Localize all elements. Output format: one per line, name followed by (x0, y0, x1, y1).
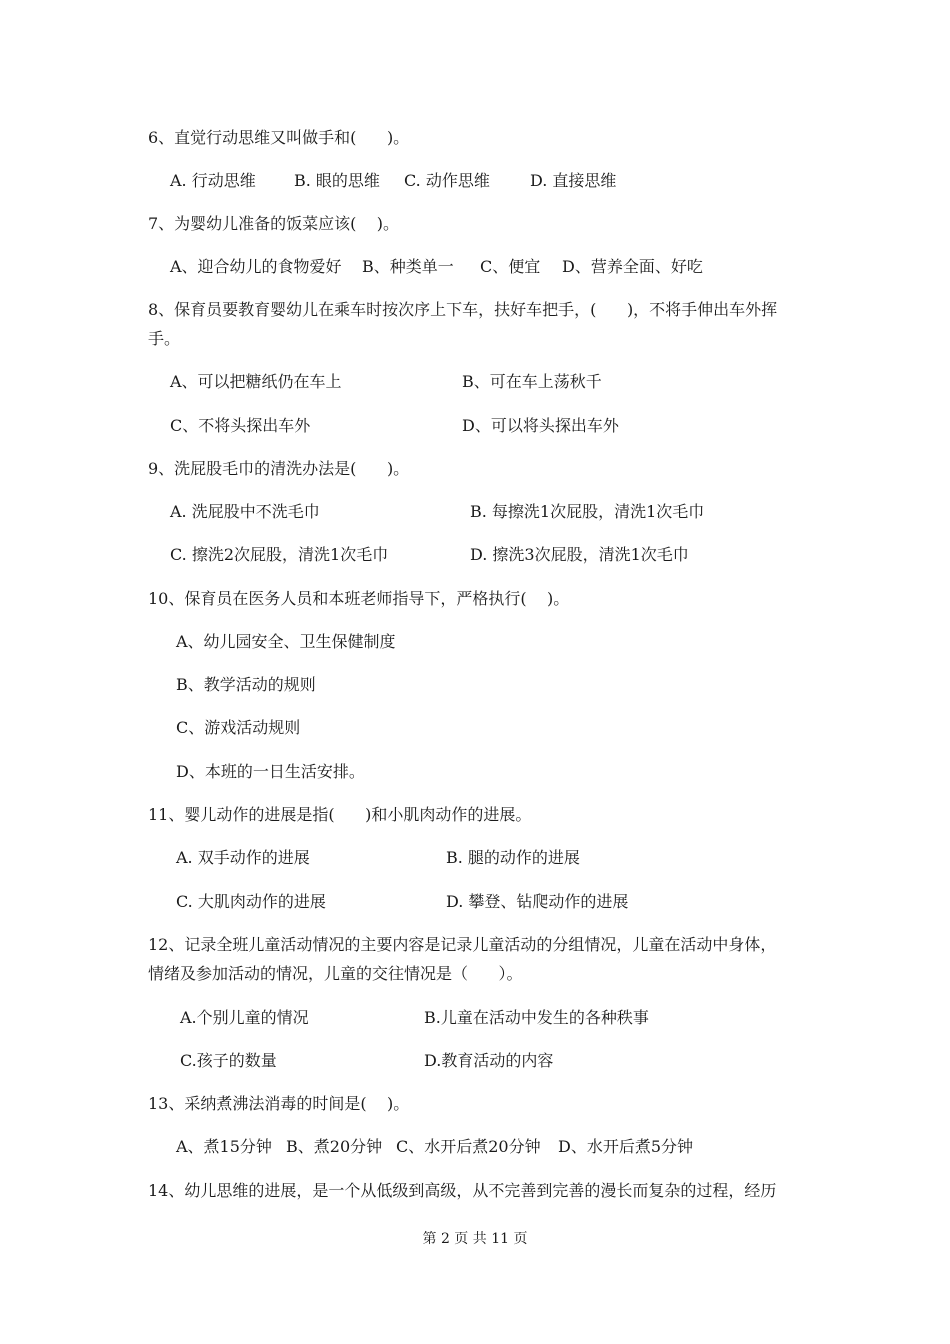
question-9-option-b: B. 每擦洗1次屁股，清洗1次毛巾 (470, 502, 705, 521)
question-6-option-c: C. 动作思维 (404, 171, 490, 190)
question-8-option-b: B、可在车上荡秋千 (462, 372, 602, 391)
question-8-option-c: C、不将头探出车外 (170, 416, 311, 435)
question-7-option-c: C、便宜 (480, 257, 541, 276)
page-footer: 第 2 页 共 11 页 (422, 1231, 528, 1247)
question-12-option-d: D.教育活动的内容 (424, 1051, 554, 1070)
question-6-option-d: D. 直接思维 (530, 171, 617, 190)
question-10-stem: 10、保育员在医务人员和本班老师指导下，严格执行( )。 (148, 589, 570, 608)
question-7-option-d: D、营养全面、好吃 (562, 257, 703, 276)
question-10-option-c: C、游戏活动规则 (176, 718, 301, 737)
question-6-option-b: B. 眼的思维 (294, 171, 380, 190)
question-7-option-a: A、迎合幼儿的食物爱好 (170, 257, 342, 276)
question-8-option-a: A、可以把糖纸仍在车上 (170, 372, 342, 391)
question-8-stem-line-1: 8、保育员要教育婴幼儿在乘车时按次序上下车，扶好车把手，( )，不将手伸出车外挥 (148, 300, 778, 319)
question-9-option-d: D. 擦洗3次屁股，清洗1次毛巾 (470, 545, 689, 564)
question-12-option-a: A.个别儿童的情况 (180, 1008, 309, 1027)
question-12-option-b: B.儿童在活动中发生的各种秩事 (424, 1008, 649, 1027)
question-9-stem: 9、洗屁股毛巾的清洗办法是( )。 (148, 459, 410, 478)
question-14-stem: 14、幼儿思维的进展，是一个从低级到高级，从不完善到完善的漫长而复杂的过程，经历 (148, 1181, 777, 1200)
question-10-option-b: B、教学活动的规则 (176, 675, 316, 694)
question-11-option-d: D. 攀登、钻爬动作的进展 (446, 892, 629, 911)
question-6-stem: 6、直觉行动思维又叫做手和( )。 (148, 128, 410, 147)
question-6-option-a: A. 行动思维 (170, 171, 256, 190)
question-8-stem-line-2: 手。 (148, 329, 181, 348)
question-13-option-c: C、水开后煮20分钟 (396, 1137, 541, 1156)
question-9-option-a: A. 洗屁股中不洗毛巾 (170, 502, 320, 521)
question-7-stem: 7、为婴幼儿准备的饭菜应该( )。 (148, 214, 400, 233)
question-11-option-b: B. 腿的动作的进展 (446, 848, 580, 867)
question-12-option-c: C.孩子的数量 (180, 1051, 277, 1070)
question-11-option-a: A. 双手动作的进展 (176, 848, 310, 867)
question-7-option-b: B、种类单一 (362, 257, 454, 276)
question-9-option-c: C. 擦洗2次屁股，清洗1次毛巾 (170, 545, 389, 564)
question-12-stem-line-2: 情绪及参加活动的情况，儿童的交往情况是（ ）。 (148, 964, 523, 983)
question-13-stem: 13、采纳煮沸法消毒的时间是( )。 (148, 1094, 410, 1113)
question-10-option-a: A、幼儿园安全、卫生保健制度 (176, 632, 396, 651)
question-13-option-b: B、煮20分钟 (286, 1137, 383, 1156)
question-13-option-a: A、煮15分钟 (176, 1137, 272, 1156)
question-12-stem-line-1: 12、记录全班儿童活动情况的主要内容是记录儿童活动的分组情况，儿童在活动中身体， (148, 935, 777, 954)
question-10-option-d: D、本班的一日生活安排。 (176, 762, 365, 781)
question-8-option-d: D、可以将头探出车外 (462, 416, 619, 435)
question-11-stem: 11、婴儿动作的进展是指( )和小肌肉动作的进展。 (148, 805, 532, 824)
question-13-option-d: D、水开后煮5分钟 (558, 1137, 694, 1156)
question-11-option-c: C. 大肌肉动作的进展 (176, 892, 326, 911)
